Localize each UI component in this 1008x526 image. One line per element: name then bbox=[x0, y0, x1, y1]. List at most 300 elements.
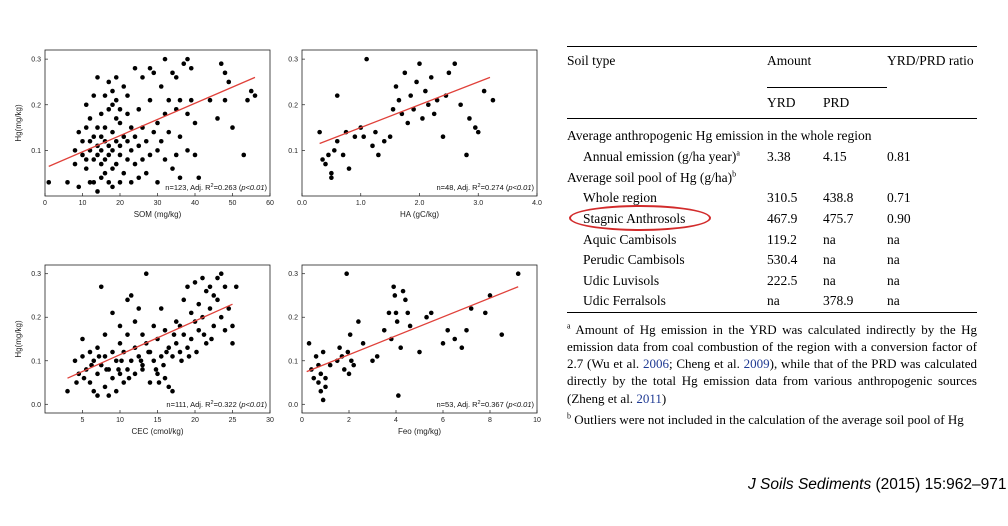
data-point bbox=[397, 98, 402, 103]
x-tick-label: 1.0 bbox=[355, 200, 366, 207]
data-point bbox=[73, 148, 78, 153]
data-point bbox=[170, 354, 175, 359]
data-point bbox=[375, 354, 380, 359]
data-point bbox=[118, 153, 123, 158]
data-point bbox=[121, 171, 126, 176]
data-point bbox=[99, 112, 104, 117]
row-prd: 438.8 bbox=[823, 190, 854, 206]
data-point bbox=[388, 134, 393, 139]
data-point bbox=[394, 311, 399, 316]
data-point bbox=[159, 139, 164, 144]
data-point bbox=[441, 134, 446, 139]
data-point bbox=[319, 389, 324, 394]
data-point bbox=[166, 385, 171, 390]
data-point bbox=[464, 153, 469, 158]
data-point bbox=[323, 385, 328, 390]
footnote-a-sup: a bbox=[567, 321, 571, 331]
data-point bbox=[341, 153, 346, 158]
header-amount bbox=[767, 47, 887, 88]
annual-label-text: Annual emission (g/ha year) bbox=[583, 149, 737, 165]
data-point bbox=[193, 280, 198, 285]
row-prd: na bbox=[823, 231, 836, 247]
plot-frame bbox=[302, 50, 537, 196]
data-point bbox=[146, 350, 151, 355]
data-point bbox=[114, 358, 119, 363]
footnote-a-text2: ; Cheng et al. bbox=[668, 356, 744, 372]
data-point bbox=[73, 358, 78, 363]
data-point bbox=[398, 345, 403, 350]
data-point bbox=[420, 116, 425, 121]
data-point bbox=[129, 358, 134, 363]
row-prd: 378.9 bbox=[823, 291, 887, 312]
journal-details: (2015) 15:962–971 bbox=[871, 476, 1007, 493]
data-point bbox=[234, 284, 239, 289]
data-point bbox=[103, 93, 108, 98]
data-point bbox=[110, 185, 115, 190]
scatter-cec-svg bbox=[0, 255, 285, 460]
data-point bbox=[170, 71, 175, 76]
data-point bbox=[110, 89, 115, 94]
section-emission: Average anthropogenic Hg emission in the whole region bbox=[567, 128, 872, 143]
x-tick-label: 20 bbox=[116, 200, 124, 207]
data-point bbox=[148, 380, 153, 385]
data-point bbox=[516, 271, 521, 276]
data-point bbox=[121, 84, 126, 89]
data-point bbox=[391, 284, 396, 289]
data-point bbox=[429, 75, 434, 80]
data-point bbox=[118, 372, 123, 377]
data-point bbox=[337, 345, 342, 350]
citation-link-2009[interactable]: 2009 bbox=[743, 356, 770, 372]
data-point bbox=[164, 350, 169, 355]
data-point bbox=[103, 332, 108, 337]
scatter-feo bbox=[282, 255, 544, 460]
y-tick-label: 0.2 bbox=[288, 314, 298, 322]
table-footnotes bbox=[567, 321, 977, 428]
data-point bbox=[414, 80, 419, 85]
soil-hg-table bbox=[567, 46, 977, 428]
data-point bbox=[144, 271, 149, 276]
data-point bbox=[133, 372, 138, 377]
data-point bbox=[185, 57, 190, 62]
data-point bbox=[166, 130, 171, 135]
x-tick-label: 8 bbox=[488, 417, 492, 424]
citation-link-2011[interactable]: 2011 bbox=[636, 390, 662, 406]
data-point bbox=[151, 130, 156, 135]
data-point bbox=[499, 332, 504, 337]
row-label-text: Stagnic Anthrosols bbox=[583, 211, 686, 227]
data-point bbox=[106, 153, 111, 158]
x-tick-label: 50 bbox=[228, 200, 237, 207]
data-point bbox=[97, 354, 102, 359]
data-point bbox=[189, 311, 194, 316]
data-point bbox=[170, 166, 175, 171]
data-point bbox=[65, 389, 70, 394]
row-ratio: na bbox=[887, 272, 900, 288]
data-point bbox=[320, 157, 325, 162]
data-point bbox=[417, 350, 422, 355]
data-point bbox=[163, 328, 168, 333]
data-point bbox=[174, 341, 179, 346]
data-point bbox=[106, 80, 111, 85]
y-tick-label: 0.1 bbox=[31, 147, 41, 155]
data-point bbox=[403, 298, 408, 303]
data-point bbox=[95, 393, 100, 398]
data-point bbox=[129, 180, 134, 185]
data-point bbox=[317, 130, 322, 135]
annual-prd: 4.15 bbox=[823, 149, 847, 165]
data-point bbox=[323, 162, 328, 167]
data-point bbox=[104, 367, 109, 372]
footnote-a-text3: ), while that of the PRD was calculated directly by the total Hg emission data from various anthropogenic sources (Zheng et al. bbox=[567, 356, 977, 406]
data-point bbox=[395, 319, 400, 324]
data-point bbox=[106, 393, 111, 398]
data-point bbox=[370, 144, 375, 149]
data-point bbox=[408, 93, 413, 98]
data-point bbox=[376, 153, 381, 158]
data-point bbox=[441, 341, 446, 346]
table-row bbox=[567, 229, 977, 250]
data-point bbox=[118, 144, 123, 149]
data-point bbox=[405, 121, 410, 126]
data-point bbox=[211, 293, 216, 298]
y-axis-title: Hg(mg/kg) bbox=[14, 104, 23, 142]
data-point bbox=[157, 380, 162, 385]
data-point bbox=[405, 311, 410, 316]
data-point bbox=[151, 358, 156, 363]
data-point bbox=[323, 376, 328, 381]
data-point bbox=[139, 358, 144, 363]
x-tick-label: 15 bbox=[153, 417, 162, 424]
data-point bbox=[84, 166, 89, 171]
data-point bbox=[84, 102, 89, 107]
data-point bbox=[382, 139, 387, 144]
citation-link-2006[interactable]: 2006 bbox=[642, 356, 669, 372]
annual-label bbox=[567, 147, 767, 168]
data-point bbox=[84, 125, 89, 130]
y-tick-label: 0.0 bbox=[288, 401, 298, 409]
x-axis-title: SOM (mg/kg) bbox=[133, 210, 182, 219]
data-point bbox=[125, 139, 130, 144]
data-point bbox=[326, 153, 331, 158]
data-point bbox=[154, 367, 159, 372]
data-point bbox=[144, 139, 149, 144]
data-point bbox=[125, 112, 130, 117]
footnote-b bbox=[567, 411, 977, 428]
row-ratio: 0.90 bbox=[887, 211, 911, 227]
data-point bbox=[80, 139, 85, 144]
data-point bbox=[151, 71, 156, 76]
data-point bbox=[476, 130, 481, 135]
data-point bbox=[432, 112, 437, 117]
x-tick-label: 10 bbox=[116, 417, 124, 424]
data-point bbox=[332, 148, 337, 153]
row-ratio: na bbox=[887, 231, 900, 247]
scatter-som-svg bbox=[0, 40, 285, 240]
row-ratio: na bbox=[887, 291, 977, 312]
x-tick-label: 5 bbox=[80, 417, 85, 424]
data-point bbox=[118, 341, 123, 346]
data-point bbox=[118, 180, 123, 185]
plot-frame bbox=[302, 265, 537, 413]
x-tick-label: 0 bbox=[43, 200, 47, 207]
data-point bbox=[80, 354, 85, 359]
data-point bbox=[185, 284, 190, 289]
data-point bbox=[133, 319, 138, 324]
row-prd: na bbox=[823, 272, 836, 288]
data-point bbox=[140, 157, 145, 162]
data-point bbox=[452, 61, 457, 66]
data-point bbox=[95, 372, 100, 377]
data-point bbox=[110, 166, 115, 171]
data-point bbox=[447, 71, 452, 76]
red-highlight-ellipse bbox=[569, 205, 711, 231]
data-point bbox=[84, 157, 89, 162]
data-point bbox=[95, 153, 100, 158]
data-point bbox=[136, 175, 141, 180]
data-point bbox=[482, 89, 487, 94]
y-tick-label: 0.3 bbox=[31, 56, 41, 64]
x-tick-label: 0.0 bbox=[297, 200, 307, 207]
data-point bbox=[204, 289, 209, 294]
data-point bbox=[80, 153, 85, 158]
scatter-feo-svg bbox=[282, 255, 544, 460]
data-point bbox=[426, 102, 431, 107]
data-point bbox=[311, 376, 316, 381]
row-yrd: 222.5 bbox=[767, 272, 798, 288]
data-point bbox=[106, 180, 111, 185]
data-point bbox=[99, 162, 104, 167]
annual-yrd: 3.38 bbox=[767, 149, 791, 165]
y-tick-label: 0.3 bbox=[31, 271, 41, 279]
data-point bbox=[403, 71, 408, 76]
data-point bbox=[185, 148, 190, 153]
data-point bbox=[129, 125, 134, 130]
data-point bbox=[208, 284, 213, 289]
row-label: Perudic Cambisols bbox=[583, 252, 685, 268]
footnote-a bbox=[567, 321, 977, 407]
data-point bbox=[223, 98, 228, 103]
data-point bbox=[159, 354, 164, 359]
regression-line bbox=[68, 304, 233, 378]
data-point bbox=[316, 380, 321, 385]
data-point bbox=[347, 166, 352, 171]
data-point bbox=[467, 116, 472, 121]
data-point bbox=[103, 171, 108, 176]
x-tick-label: 20 bbox=[191, 417, 199, 424]
data-point bbox=[208, 306, 213, 311]
data-point bbox=[193, 153, 198, 158]
data-point bbox=[211, 324, 216, 329]
data-point bbox=[185, 345, 190, 350]
row-label: Aquic Cambisols bbox=[583, 231, 677, 247]
data-point bbox=[106, 107, 111, 112]
data-point bbox=[95, 75, 100, 80]
data-point bbox=[125, 367, 130, 372]
data-point bbox=[347, 372, 352, 377]
data-point bbox=[181, 61, 186, 66]
data-point bbox=[241, 153, 246, 158]
data-point bbox=[88, 380, 93, 385]
data-point bbox=[464, 328, 469, 333]
data-point bbox=[103, 354, 108, 359]
data-point bbox=[110, 311, 115, 316]
row-ratio: na bbox=[887, 252, 900, 268]
x-tick-label: 6 bbox=[441, 417, 445, 424]
footnote-b-text: Outliers were not included in the calculation of the average soil pool of Hg bbox=[571, 411, 964, 427]
data-point bbox=[219, 61, 224, 66]
data-point bbox=[335, 93, 340, 98]
data-point bbox=[253, 93, 258, 98]
data-point bbox=[159, 84, 164, 89]
data-point bbox=[99, 134, 104, 139]
data-point bbox=[99, 284, 104, 289]
data-point bbox=[178, 175, 183, 180]
data-point bbox=[353, 134, 358, 139]
row-label: Udic Luvisols bbox=[583, 272, 660, 288]
x-axis-title: CEC (cmol/kg) bbox=[131, 427, 184, 436]
data-point bbox=[133, 134, 138, 139]
data-point bbox=[163, 57, 168, 62]
data-point bbox=[202, 332, 207, 337]
data-point bbox=[208, 98, 213, 103]
regression-line bbox=[49, 77, 255, 166]
data-point bbox=[65, 180, 70, 185]
data-point bbox=[125, 157, 130, 162]
data-point bbox=[401, 289, 406, 294]
data-point bbox=[163, 157, 168, 162]
data-point bbox=[307, 341, 312, 346]
header-spacer bbox=[567, 88, 767, 119]
data-point bbox=[249, 89, 254, 94]
data-point bbox=[110, 376, 115, 381]
data-point bbox=[136, 144, 141, 149]
data-point bbox=[129, 293, 134, 298]
data-point bbox=[452, 337, 457, 342]
data-point bbox=[319, 372, 324, 377]
row-prd: 475.7 bbox=[823, 211, 854, 227]
data-point bbox=[204, 341, 209, 346]
data-point bbox=[361, 341, 366, 346]
data-point bbox=[155, 121, 160, 126]
data-point bbox=[155, 148, 160, 153]
row-label: Udic Ferralsols bbox=[567, 291, 767, 312]
y-tick-label: 0.2 bbox=[288, 102, 298, 110]
data-point bbox=[185, 112, 190, 117]
data-point bbox=[88, 139, 93, 144]
data-point bbox=[174, 153, 179, 158]
footnote-a-text4: ) bbox=[661, 390, 667, 406]
x-tick-label: 60 bbox=[266, 200, 274, 207]
data-point bbox=[103, 157, 108, 162]
data-point bbox=[129, 148, 134, 153]
data-point bbox=[114, 75, 119, 80]
annual-sup: a bbox=[736, 148, 740, 158]
x-tick-label: 30 bbox=[153, 200, 162, 207]
data-point bbox=[348, 332, 353, 337]
x-axis-title: Feo (mg/kg) bbox=[397, 427, 442, 436]
data-point bbox=[91, 358, 96, 363]
data-point bbox=[125, 298, 130, 303]
data-point bbox=[424, 315, 429, 320]
row-yrd: 310.5 bbox=[767, 190, 798, 206]
data-point bbox=[91, 180, 96, 185]
data-point bbox=[483, 311, 488, 316]
data-point bbox=[351, 363, 356, 368]
data-point bbox=[387, 311, 392, 316]
data-point bbox=[178, 134, 183, 139]
y-tick-label: 0.3 bbox=[288, 271, 298, 279]
header-soil-type: Soil type bbox=[567, 47, 767, 88]
data-point bbox=[314, 354, 319, 359]
table-row bbox=[567, 291, 977, 312]
x-tick-label: 0 bbox=[300, 417, 304, 424]
y-tick-label: 0.1 bbox=[288, 147, 298, 155]
data-point bbox=[95, 345, 100, 350]
regression-line bbox=[307, 287, 519, 372]
data-point bbox=[215, 276, 220, 281]
data-point bbox=[181, 298, 186, 303]
data-point bbox=[155, 372, 160, 377]
data-point bbox=[189, 98, 194, 103]
row-yrd: 119.2 bbox=[767, 231, 797, 247]
data-point bbox=[329, 171, 334, 176]
data-point bbox=[356, 319, 361, 324]
row-ratio: 0.71 bbox=[887, 190, 911, 206]
scatter-ha bbox=[282, 40, 544, 240]
data-point bbox=[114, 162, 119, 167]
data-point bbox=[329, 175, 334, 180]
data-point bbox=[200, 276, 205, 281]
data-point bbox=[172, 332, 177, 337]
data-point bbox=[382, 328, 387, 333]
y-tick-label: 0.0 bbox=[31, 401, 41, 409]
header-yrd: YRD bbox=[767, 88, 823, 119]
data-point bbox=[361, 134, 366, 139]
data-point bbox=[80, 337, 85, 342]
x-tick-label: 2 bbox=[347, 417, 351, 424]
data-point bbox=[223, 328, 228, 333]
data-point bbox=[349, 358, 354, 363]
data-point bbox=[346, 350, 351, 355]
data-point bbox=[174, 319, 179, 324]
data-point bbox=[136, 107, 141, 112]
data-point bbox=[46, 180, 51, 185]
data-point bbox=[223, 71, 228, 76]
data-point bbox=[144, 171, 149, 176]
data-point bbox=[73, 162, 78, 167]
data-point bbox=[408, 324, 413, 329]
regression-stats: n=111, Adj. $R^2=0.322$ (p<0.01) bbox=[166, 400, 267, 409]
data-point bbox=[230, 324, 235, 329]
data-point bbox=[91, 93, 96, 98]
data-point bbox=[76, 130, 81, 135]
data-point bbox=[245, 98, 250, 103]
data-point bbox=[140, 367, 145, 372]
header-amount-label: Amount bbox=[767, 53, 812, 68]
data-point bbox=[166, 345, 171, 350]
x-axis-title: HA (gC/kg) bbox=[399, 210, 440, 219]
data-point bbox=[394, 84, 399, 89]
data-point bbox=[460, 345, 465, 350]
x-tick-label: 3.0 bbox=[473, 200, 484, 207]
data-point bbox=[189, 337, 194, 342]
data-point bbox=[215, 298, 220, 303]
data-point bbox=[209, 337, 214, 342]
data-point bbox=[194, 350, 199, 355]
data-point bbox=[91, 389, 96, 394]
data-point bbox=[230, 341, 235, 346]
